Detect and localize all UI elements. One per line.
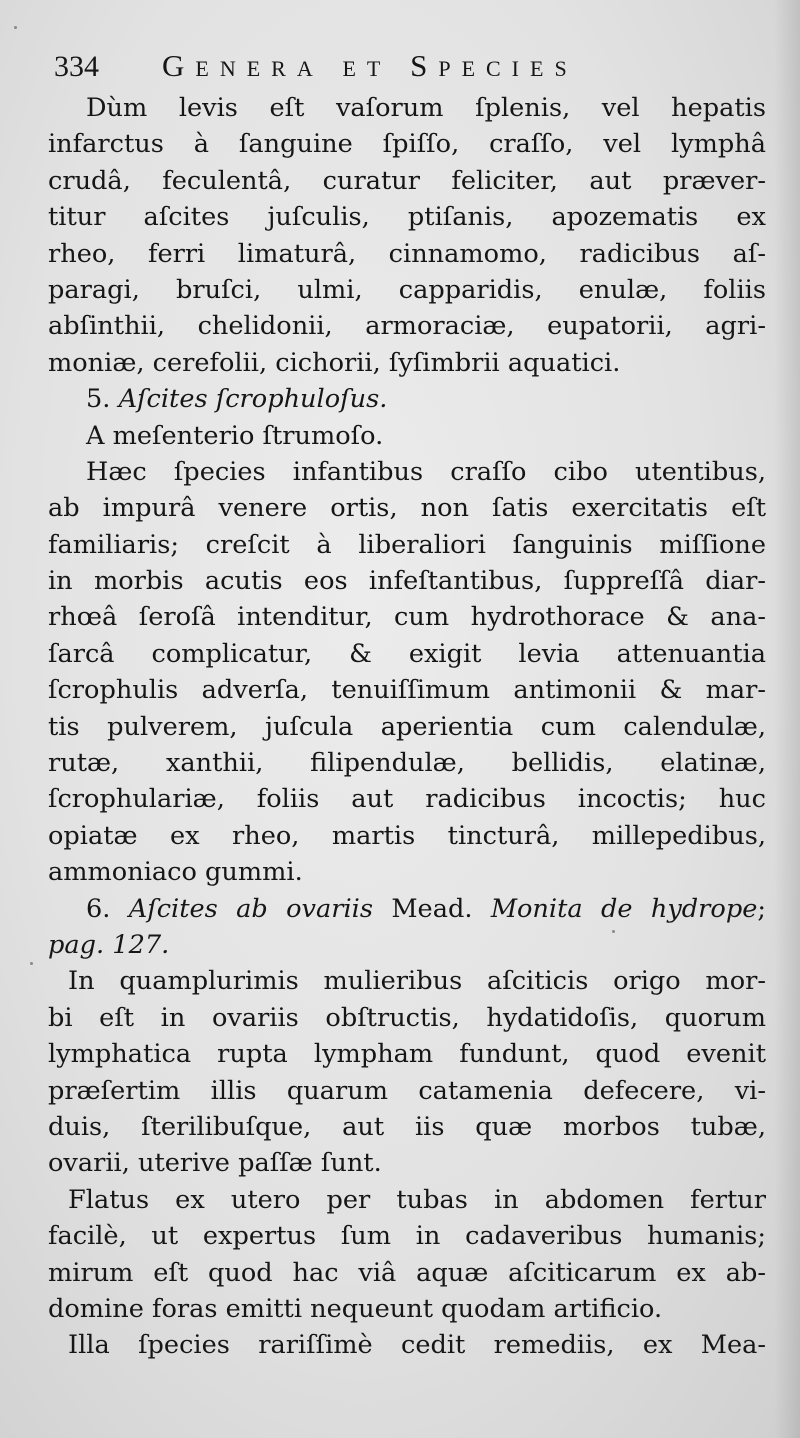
paper-speck	[14, 26, 17, 29]
paper-speck	[612, 930, 615, 933]
text-line: præſertim illis quarum catamenia defecere, vi-	[48, 1075, 766, 1106]
text-line: ab impurâ venere ortis, non ſatis exercitatis eſt	[48, 493, 766, 524]
text-line: lymphatica rupta lympham fundunt, quod evenit	[48, 1039, 766, 1070]
text-line: Dùm levis eſt vaſorum ſplenis, vel hepatis	[86, 93, 766, 123]
text-line: crudâ, feculentâ, curatur feliciter, aut præver-	[48, 165, 766, 196]
paper-speck	[30, 962, 33, 965]
italic-title: Aſcites ab ovariis	[128, 893, 373, 924]
text-line: ſcrophulis adverſa, tenuiſſimum antimonii & mar-	[48, 675, 766, 706]
text-line: rhœâ ſeroſâ intenditur, cum hydrothorace & ana-	[48, 602, 766, 633]
text-line: ſarcâ complicatur, & exigit levia attenuantia	[48, 638, 766, 669]
italic-reference: Monita de hydrope	[490, 893, 758, 924]
text-line: rutæ, xanthii, filipendulæ, bellidis, elatinæ,	[48, 748, 766, 779]
text-line: duis, ſterilibuſque, aut iis quæ morbos tubæ,	[48, 1111, 766, 1142]
text-line: In quamplurimis mulieribus aſciticis origo mor-	[68, 966, 766, 997]
text-line: rheo, ferri limaturâ, cinnamomo, radicibus aſ-	[48, 238, 766, 269]
text-line: tis pulverem, juſcula aperientia cum calendulæ,	[48, 711, 766, 742]
text-line: ammoniaco gummi.	[48, 857, 303, 888]
text-line: 6. Aſcites ab ovariis Mead. Monita de hydrope;	[86, 893, 766, 924]
text-line: facilè, ut expertus ſum in cadaveribus humanis;	[48, 1221, 766, 1252]
text-line: pag. 127.	[48, 929, 170, 960]
text-line: Flatus ex utero per tubas in abdomen fertur	[68, 1184, 766, 1215]
text-line: ſcrophulariæ, foliis aut radicibus incoctis; huc	[48, 784, 766, 815]
text-line: familiaris; creſcit à liberaliori ſanguinis miſſione	[48, 529, 766, 560]
text-line: infarctus à ſanguine ſpiſſo, craſſo, vel lymphâ	[48, 129, 766, 160]
text-line: titur aſcites juſculis, ptiſanis, apozematis ex	[48, 202, 766, 233]
text-line: in morbis acutis eos infeſtantibus, ſuppreſſâ diar-	[48, 566, 766, 597]
text-line: abſinthii, chelidonii, armoraciæ, eupatorii, agri-	[48, 311, 766, 342]
text-line: 5. Aſcites ſcrophuloſus.	[86, 384, 388, 415]
text-line: Hæc ſpecies infantibus craſſo cibo utentibus,	[86, 456, 766, 487]
page-header	[50, 44, 770, 94]
italic-title: Aſcites ſcrophuloſus.	[118, 384, 388, 415]
body-text	[48, 90, 766, 1364]
text-line: Illa ſpecies rariſſimè cedit remediis, ex Mea-	[68, 1330, 766, 1361]
text-line: moniæ, cerefolii, cichorii, ſyſimbrii aquatici.	[48, 347, 621, 378]
running-head: Genera et Species	[162, 48, 578, 83]
text-line: paragi, bruſci, ulmi, capparidis, enulæ, foliis	[48, 274, 766, 305]
text-line: A meſenterio ſtrumoſo.	[86, 420, 384, 451]
text-line: opiatæ ex rheo, martis tincturâ, millepedibus,	[48, 820, 766, 851]
text-line: domine foras emitti nequeunt quodam artificio.	[48, 1293, 663, 1324]
page-number: 334	[54, 50, 99, 83]
text-line: ovarii, uterive paſſæ ſunt.	[48, 1148, 382, 1179]
text-line: mirum eſt quod hac viâ aquæ aſciticarum ex ab-	[48, 1257, 766, 1288]
page-shadow-edge	[774, 0, 800, 1438]
text-line: bi eſt in ovariis obſtructis, hydatidoſis, quorum	[48, 1002, 766, 1033]
